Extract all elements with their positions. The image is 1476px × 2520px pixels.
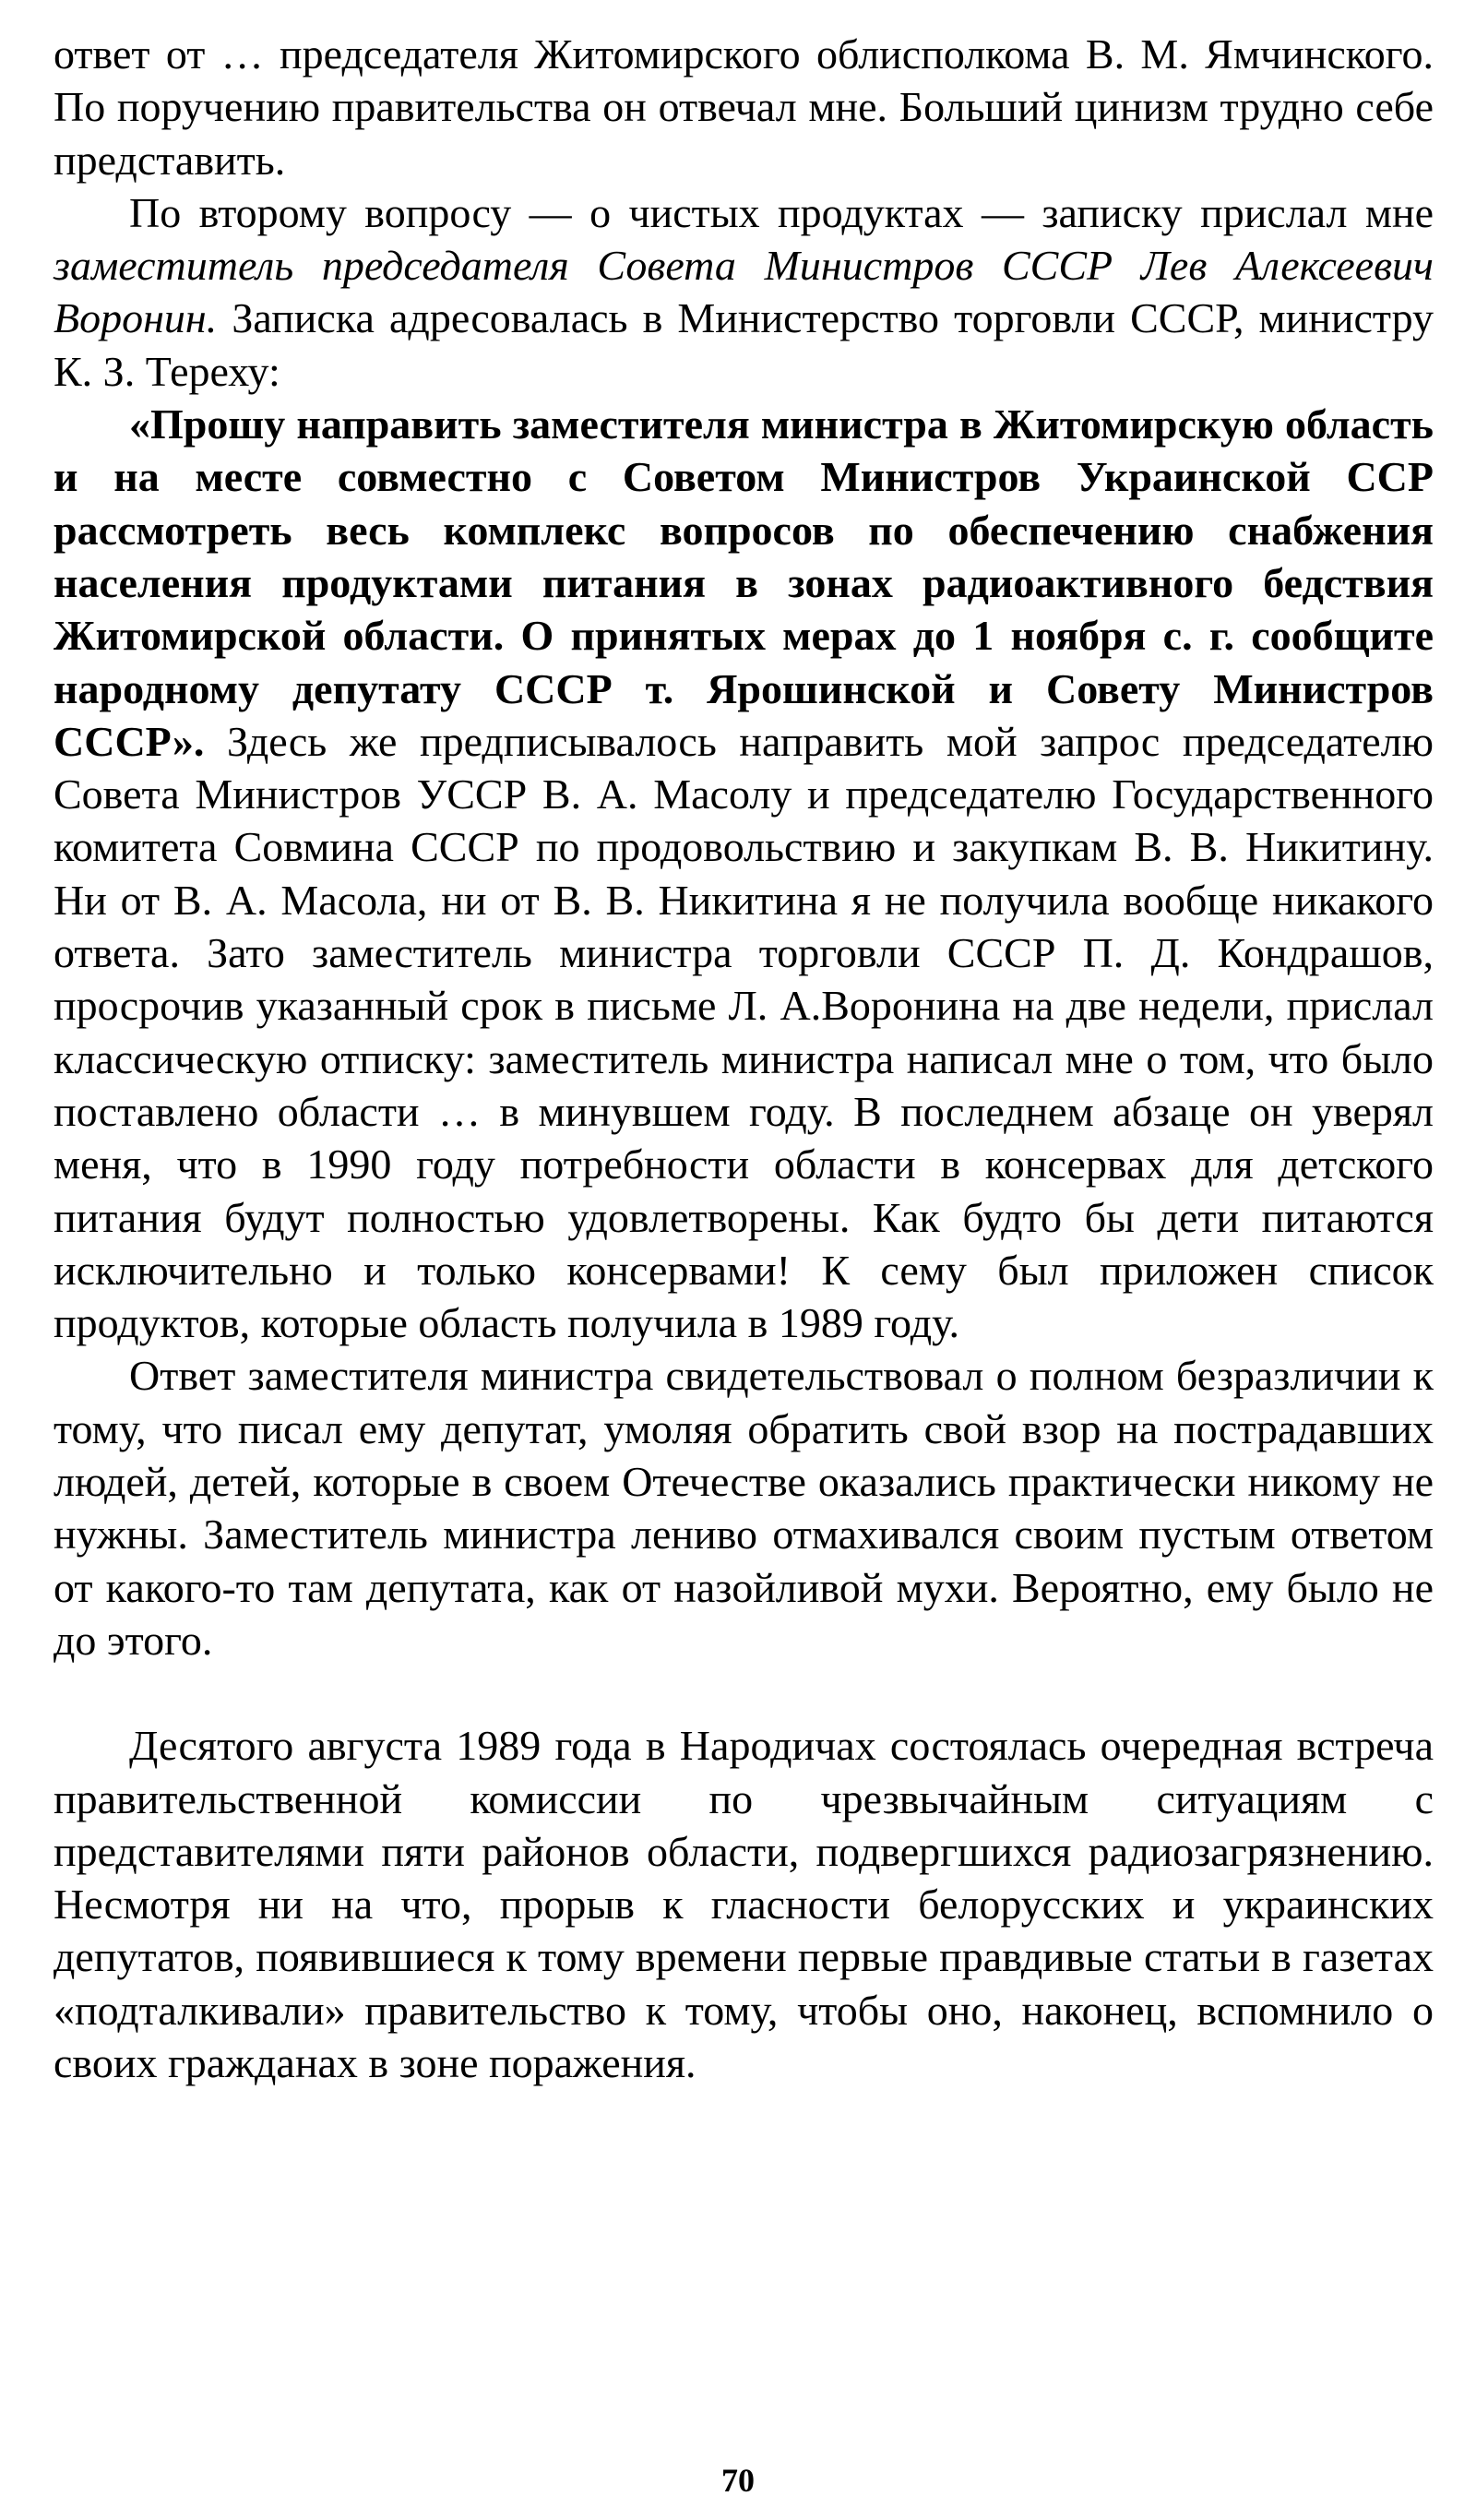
paragraph-1 [54, 28, 1434, 186]
paragraph-5-text: Десятого августа 1989 года в Народичах состоялась очередная встреча правительственной комиссии по чрезвычайным ситуациям с представителями пяти районов области, подвергшихся радиозагрязнению. Несмотря ни на что, прорыв к гласности белорусских и украинских депутатов, появившиеся к тому времени первые правдивые статьи в газетах «подталкивали» правительство к тому, чтобы оно, наконец, вспомнило о своих гражданах в зоне поражения. [54, 1722, 1434, 2086]
paragraph-3 [54, 398, 1434, 1349]
paragraph-3-tail: Здесь же предписывалось направить мой запрос председателю Совета Министров УССР В. А. Масолу и председателю Государственного комитета Совмина СССР по продовольствию и закупкам В. В. Никитину. Ни от В. А. Масола, ни от В. В. Никитина я не получила вообще никакого ответа. Зато заместитель министра торговли СССР П. Д. Кондрашов, просрочив указанный срок в письме Л. А.Воронина на две недели, прислал классическую отписку: заместитель министра написал мне о том, что было поставлено области … в минувшем году. В последнем абзаце он уверял меня, что в 1990 году потребности области в консервах для детского питания будут полностью удовлетворены. Как будто бы дети питаются исключительно и только консервами! К сему был приложен список продуктов, которые область получила в 1989 году. [54, 717, 1434, 1347]
paragraph-4 [54, 1349, 1434, 1666]
paragraph-5 [54, 1719, 1434, 2089]
paragraph-2-lead: По второму вопросу — о чистых продуктах — записку прислал мне [129, 188, 1434, 236]
body-text [54, 28, 1434, 2089]
paragraph-1-text: ответ от … председателя Житомирского облисполкома В. М. Ямчинского. По поручению правительства он отвечал мне. Больший цинизм трудно себе представить. [54, 30, 1434, 184]
section-break [54, 1666, 1434, 1719]
page-number: 70 [721, 2462, 755, 2499]
paragraph-4-text: Ответ заместителя министра свидетельствовал о полном безразличии к тому, что писал ему депутат, умоляя обратить свой взор на пострадавших людей, детей, которые в своем Отечестве оказались практически никому не нужны. Заместитель министра лениво отмахивался своим пустым ответом от какого-то там депутата, как от назойливой мухи. Вероятно, ему было не до этого. [54, 1352, 1434, 1664]
official-name-italic: заместитель председателя Совета Министров СССР Лев Алексеевич Воронин. [54, 242, 1434, 342]
quoted-order-bold: «Прошу направить заместителя министра в Житомирскую область и на месте совместно с Советом Министров Украинской ССР рассмотреть весь комплекс вопросов по обеспечению снабжения населения продуктами питания в зонах радиоактивного бедствия Житомирской области. О принятых мерах до 1 ноября с. г. сообщите народному депутату СССР т. Ярошинской и Совету Министров СССР». [54, 400, 1434, 765]
paragraph-2 [54, 186, 1434, 398]
paragraph-2-tail: Записка адресовалась в Министерство торговли СССР, министру К. З. Тереху: [54, 294, 1434, 395]
